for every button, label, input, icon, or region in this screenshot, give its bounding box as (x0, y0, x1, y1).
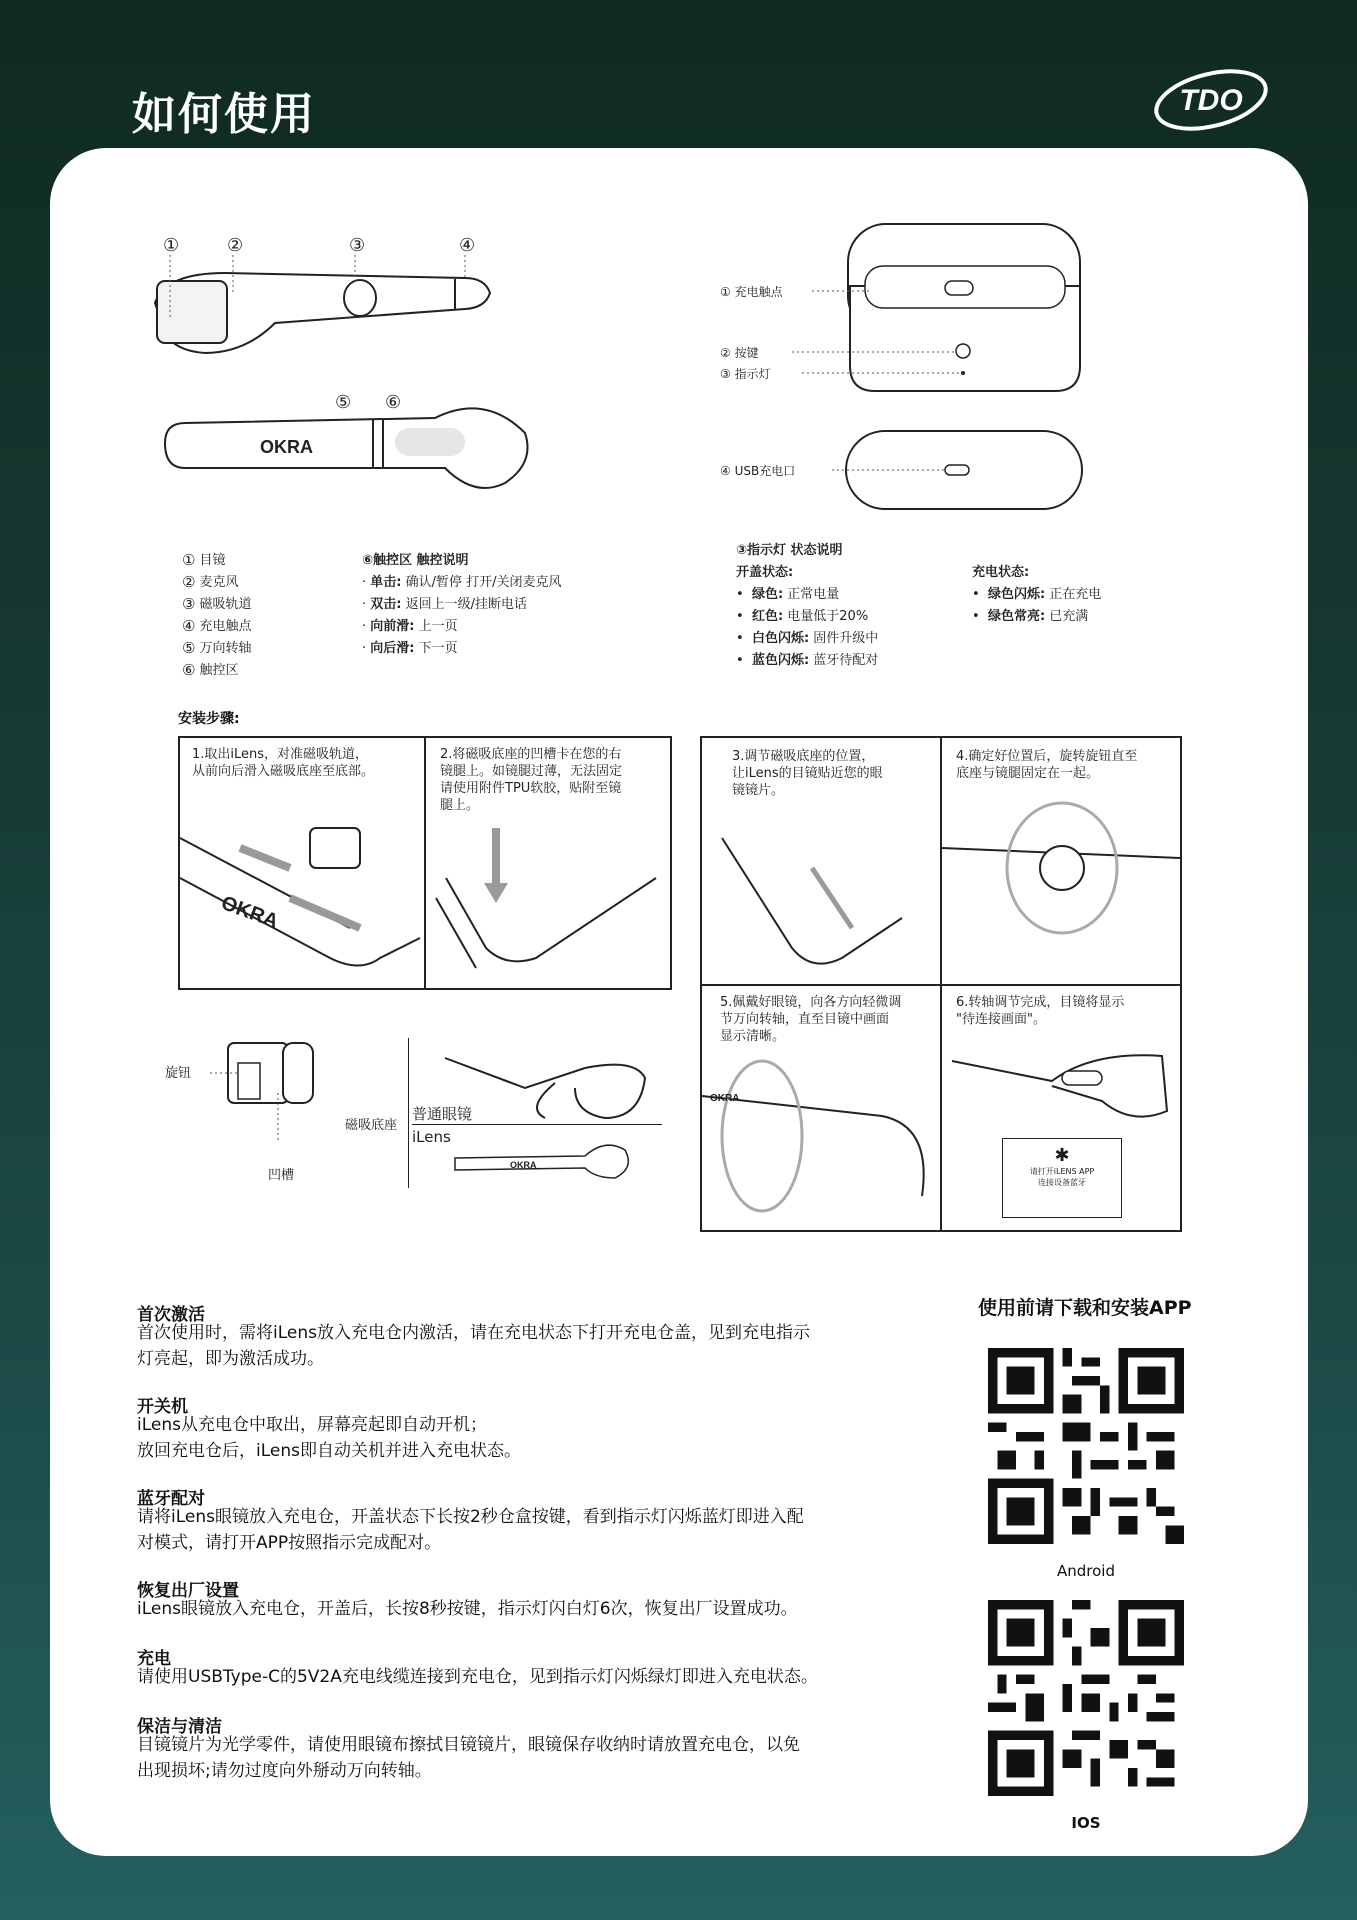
section-title: 充电 (137, 1649, 171, 1669)
qr-code-ios[interactable] (988, 1600, 1184, 1796)
section-title: 保洁与清洁 (137, 1717, 222, 1737)
open-status-item: • 绿色: 正常电量 (736, 587, 840, 602)
step-6-illustration (942, 1041, 1180, 1131)
legend-item: ③ 磁吸轨道 (182, 595, 252, 613)
touch-title: ⑥触控区 触控说明 (362, 553, 469, 568)
section-body: iLens从充电仓中取出，屏幕亮起即自动开机； 放回充电仓后，iLens即自动关机并进入充电状态。 (137, 1415, 521, 1461)
install-step-3 (702, 738, 942, 986)
install-step-5 (702, 986, 942, 1230)
okra-logo-2: OKRA (218, 892, 282, 933)
glasses-label: 普通眼镜 (412, 1105, 473, 1123)
ilens-label: iLens (412, 1128, 451, 1146)
ilens-diagram (145, 223, 645, 513)
step-4-illustration (942, 798, 1180, 984)
page-title: 如何使用 (132, 89, 316, 140)
okra-logo-1: OKRA (260, 437, 313, 457)
step-1-illustration (180, 788, 424, 988)
install-panel-right (700, 736, 1182, 1232)
install-panel-left (178, 736, 672, 990)
parts-legend (182, 550, 251, 682)
section-title: 开关机 (137, 1397, 188, 1417)
step-5-illustration (702, 1046, 940, 1226)
connect-screen-text: 请打开iLENS APP 连接设备蓝牙 (1029, 1167, 1095, 1187)
charge-status-item: • 绿色闪烁: 正在充电 (972, 587, 1102, 602)
install-step-6 (942, 986, 1180, 1230)
okra-logo-4: OKRA (510, 1160, 537, 1170)
indicator-title: ③指示灯 状态说明 (736, 543, 843, 558)
open-status-title: 开盖状态: (736, 565, 794, 580)
step-2-illustration (426, 818, 670, 988)
app-title: 使用前请下载和安装APP (978, 1297, 1192, 1319)
charge-status-title: 充电状态: (972, 565, 1030, 580)
glasses-compare-diagram (435, 1038, 665, 1188)
touch-item: · 向后滑: 下一页 (362, 641, 458, 656)
case-label-usb: ④ USB充电口 (720, 464, 796, 478)
install-title: 安装步骤: (178, 711, 240, 727)
install-step-4 (942, 738, 1180, 986)
connect-screen (1002, 1138, 1122, 1218)
open-status-item: • 蓝色闪烁: 蓝牙待配对 (736, 653, 879, 668)
section-title: 首次激活 (137, 1305, 205, 1325)
install-step-1 (180, 738, 426, 988)
legend-item: ① 目镜 (182, 551, 226, 569)
step-5-text: 5.佩戴好眼镜，向各方向轻微调 节万向转轴，直至目镜中画面 显示清晰。 (720, 995, 902, 1044)
step-1-text: 1.取出iLens，对准磁吸轨道， 从前向后滑入磁吸底座至底部。 (192, 747, 375, 779)
diagram-num-5: ⑤ (335, 392, 352, 413)
step-2-text: 2.将磁吸底座的凹槽卡在您的右 镜腿上。如镜腿过薄，无法固定 请使用附件TPU软胶，贴附至镜 腿上。 (440, 747, 623, 813)
content-card (50, 148, 1308, 1856)
diagram-num-6: ⑥ (385, 392, 402, 413)
open-status-item: • 白色闪烁: 固件升级中 (736, 631, 879, 646)
base-diagram (158, 1033, 353, 1173)
case-label-indicator: ③ 指示灯 (720, 367, 771, 381)
section-title: 蓝牙配对 (137, 1489, 205, 1509)
legend-item: ⑤ 万向转轴 (182, 639, 252, 657)
step-6-text: 6.转轴调节完成，目镜将显示 "待连接画面"。 (956, 995, 1125, 1027)
diagram-num-4: ④ (459, 235, 476, 256)
diagram-num-1: ① (163, 235, 180, 256)
install-step-2 (426, 738, 670, 988)
touch-item: · 双击: 返回上一级/挂断电话 (362, 597, 527, 612)
legend-item: ② 麦克风 (182, 573, 239, 591)
ios-label: IOS (1071, 1814, 1101, 1832)
touch-item: · 单击: 确认/暂停 打开/关闭麦克风 (362, 575, 562, 590)
charge-status-item: • 绿色常亮: 已充满 (972, 609, 1089, 624)
knob-label: 旋钮 (165, 1066, 192, 1081)
android-label: Android (1057, 1562, 1115, 1580)
indicator-status (736, 540, 1256, 672)
tdo-logo (1149, 62, 1273, 134)
step-3-text: 3.调节磁吸底座的位置， 让iLens的目镜贴近您的眼 镜镜片。 (732, 749, 883, 798)
svg-text:TDO: TDO (1179, 84, 1243, 117)
section-title: 恢复出厂设置 (137, 1581, 239, 1601)
case-label-button: ② 按键 (720, 346, 759, 360)
divider (408, 1038, 409, 1188)
legend-item: ④ 充电触点 (182, 617, 252, 635)
section-body: 请使用USBType-C的5V2A充电线缆连接到充电仓，见到指示灯闪烁绿灯即进入充电状态。 (137, 1667, 818, 1687)
open-status-item: • 红色: 电量低于20% (736, 609, 869, 624)
section-body: iLens眼镜放入充电仓，开盖后，长按8秒按键，指示灯闪白灯6次，恢复出厂设置成功。 (137, 1599, 798, 1619)
section-body: 请将iLens眼镜放入充电仓，开盖状态下长按2秒仓盒按键，看到指示灯闪烁蓝灯即进入配 对模式，请打开APP按照指示完成配对。 (137, 1507, 804, 1553)
touch-item: · 向前滑: 上一页 (362, 619, 458, 634)
diagram-num-3: ③ (349, 235, 366, 256)
step-3-illustration (702, 798, 940, 984)
touch-legend (362, 550, 562, 660)
bluetooth-icon: ✱ (1054, 1145, 1070, 1166)
charging-case-diagram (720, 216, 1160, 516)
legend-item: ⑥ 触控区 (182, 661, 239, 679)
case-label-contact: ① 充电触点 (720, 285, 783, 299)
groove-label: 凹槽 (268, 1168, 295, 1183)
qr-code-android[interactable] (988, 1348, 1184, 1544)
okra-logo-3: OKRA (710, 1093, 740, 1104)
base-label: 磁吸底座 (345, 1118, 398, 1133)
section-body: 首次使用时，需将iLens放入充电仓内激活，请在充电状态下打开充电仓盖，见到充电指示 灯亮起，即为激活成功。 (137, 1323, 810, 1369)
step-4-text: 4.确定好位置后，旋转旋钮直至 底座与镜腿固定在一起。 (956, 749, 1138, 781)
section-body: 目镜镜片为光学零件，请使用眼镜布擦拭目镜镜片，眼镜保存收纳时请放置充电仓，以免 出现损坏;请勿过度向外掰动万向转轴。 (137, 1735, 800, 1781)
diagram-num-2: ② (227, 235, 244, 256)
